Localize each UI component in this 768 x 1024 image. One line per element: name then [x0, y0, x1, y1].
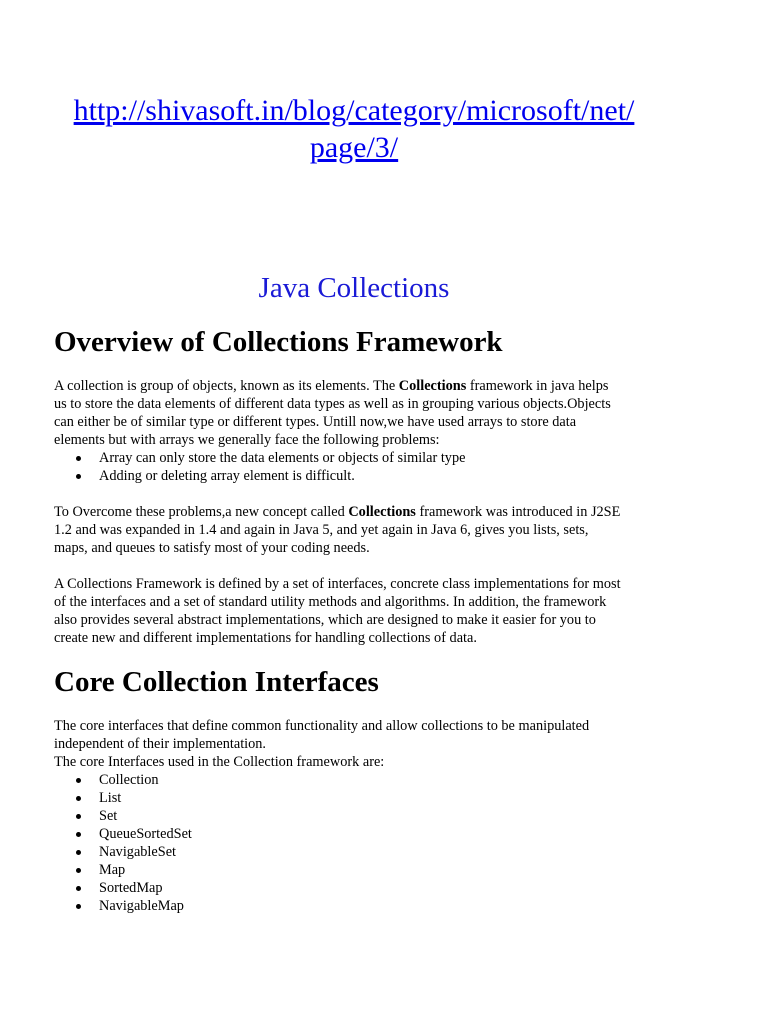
core-interfaces-paragraph [54, 717, 674, 771]
bold-term: Collections [398, 378, 467, 394]
bullet-icon [76, 814, 81, 819]
bullet-icon [76, 850, 81, 855]
list-item: Set [54, 807, 192, 825]
document-title: Java Collections [258, 272, 450, 304]
bold-term: Collections [348, 504, 416, 520]
source-link-line-1[interactable]: http://shivasoft.in/blog/category/microsoft/net/ [73, 94, 635, 127]
list-item: NavigableMap [54, 897, 192, 915]
paragraph-line: A Collections Framework is defined by a set of interfaces, concrete class implementations for most [54, 576, 621, 592]
bullet-icon [76, 832, 81, 837]
paragraph-line: of the interfaces and a set of standard utility methods and algorithms. In addition, the framework [54, 594, 607, 610]
bullet-icon [76, 474, 81, 479]
list-item: SortedMap [54, 879, 192, 897]
paragraph-line: 1.2 and was expanded in 1.4 and again in Java 5, and yet again in Java 6, gives you lists, sets, [54, 522, 589, 538]
overview-paragraph-1 [54, 377, 674, 449]
bullet-icon [76, 778, 81, 783]
list-item: Array can only store the data elements or objects of similar type [54, 449, 465, 467]
bullet-icon [76, 886, 81, 891]
paragraph-line: The core interfaces that define common functionality and allow collections to be manipulated [54, 718, 590, 734]
paragraph-line: A collection is group of objects, known as its elements. The Collections framework in java helps [54, 378, 609, 394]
paragraph-line: us to store the data elements of different data types as well as in grouping various objects.Objects [54, 396, 611, 412]
paragraph-line: To Overcome these problems,a new concept called Collections framework was introduced in J2SE [54, 504, 621, 520]
overview-paragraph-3 [54, 575, 674, 647]
overview-paragraph-2 [54, 503, 674, 557]
list-item: Map [54, 861, 192, 879]
paragraph-line: elements but with arrays we generally face the following problems: [54, 432, 440, 448]
paragraph-line: maps, and queues to satisfy most of your coding needs. [54, 540, 370, 556]
paragraph-line: create new and different implementations for handling collections of data. [54, 630, 477, 646]
bullet-icon [76, 456, 81, 461]
paragraph-line: independent of their implementation. [54, 736, 267, 752]
interfaces-list [54, 771, 192, 915]
paragraph-line: also provides several abstract implementations, which are designed to make it easier for you to [54, 612, 596, 628]
problems-list [54, 449, 465, 485]
source-link-line-2[interactable]: page/3/ [309, 131, 399, 164]
paragraph-line: can either be of similar type or different types. Untill now,we have used arrays to store data [54, 414, 577, 430]
list-item: Collection [54, 771, 192, 789]
list-item: Adding or deleting array element is difficult. [54, 467, 465, 485]
overview-heading: Overview of Collections Framework [54, 326, 503, 358]
bullet-icon [76, 904, 81, 909]
paragraph-line: The core Interfaces used in the Collection framework are: [54, 754, 385, 770]
list-item: QueueSortedSet [54, 825, 192, 843]
list-item: NavigableSet [54, 843, 192, 861]
list-item: List [54, 789, 192, 807]
bullet-icon [76, 868, 81, 873]
core-interfaces-heading: Core Collection Interfaces [54, 666, 379, 698]
bullet-icon [76, 796, 81, 801]
